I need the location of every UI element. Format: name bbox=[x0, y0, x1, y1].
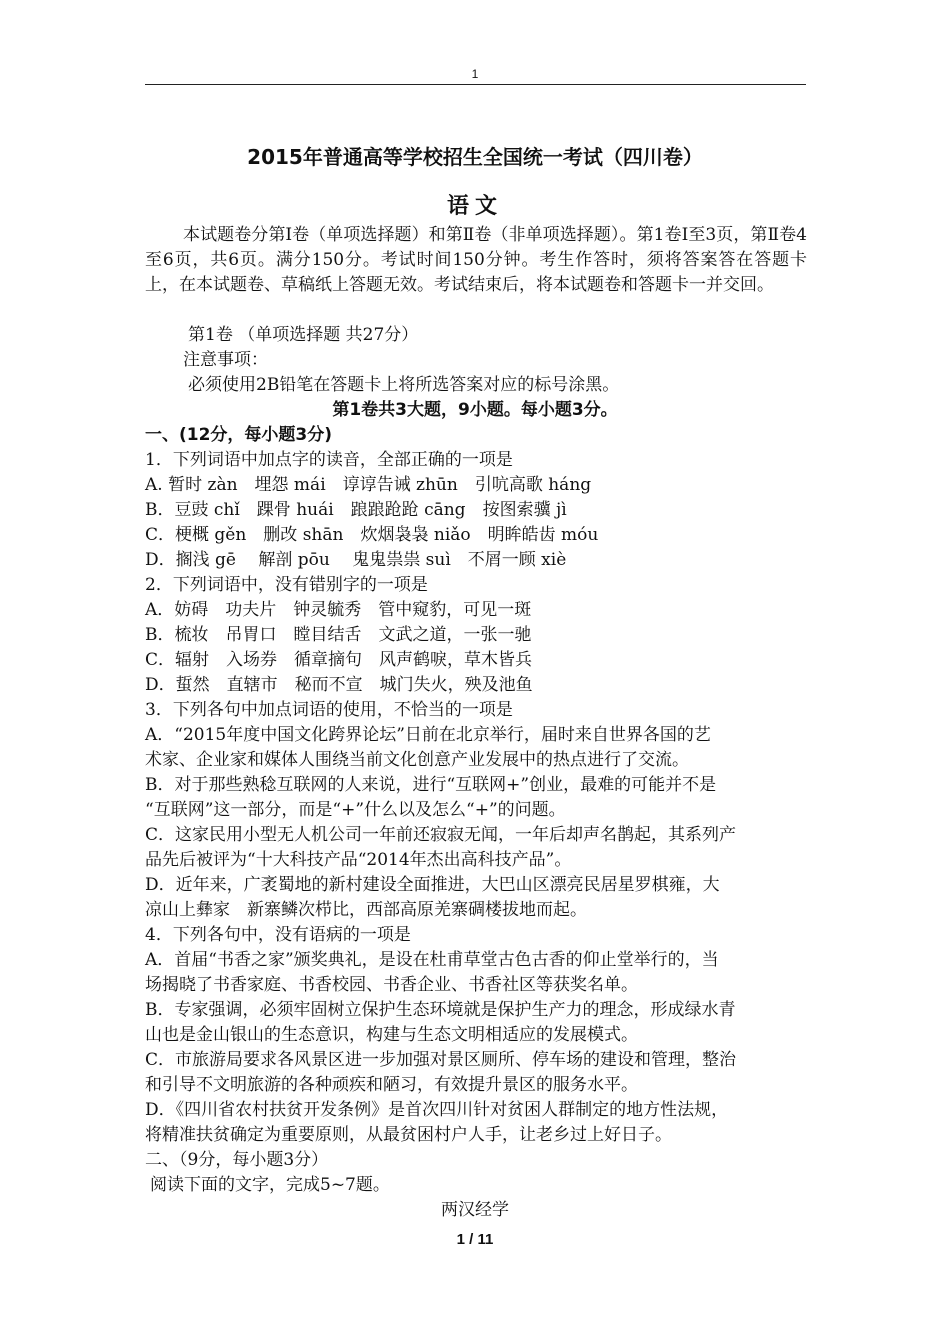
question-2-option-b: B．梳妆 吊胃口 瞠目结舌 文武之道，一张一驰 bbox=[145, 625, 532, 645]
header-divider bbox=[145, 84, 806, 85]
question-4-line: 场揭晓了书香家庭、书香校园、书香企业、书香社区等获奖名单。 bbox=[145, 975, 638, 995]
question-4-line: 和引导不文明旅游的各种顽疾和陋习，有效提升景区的服务水平。 bbox=[145, 1075, 638, 1095]
question-3-line: D．近年来，广袤蜀地的新村建设全面推进，大巴山区漂亮民居星罗棋雍，大 bbox=[145, 875, 720, 895]
passage-title: 两汉经学 bbox=[441, 1200, 509, 1220]
question-4-line: B．专家强调，必须牢固树立保护生态环境就是保护生产力的理念，形成绿水青 bbox=[145, 1000, 736, 1020]
question-1-stem: 1．下列词语中加点字的读音，全部正确的一项是 bbox=[145, 450, 513, 470]
question-4-line: 将精准扶贫确定为重要原则，从最贫困村户人手，让老乡过上好日子。 bbox=[145, 1125, 672, 1145]
question-3-line: 术家、企业家和媒体人围绕当前文化创意产业发展中的热点进行了交流。 bbox=[145, 750, 689, 770]
question-2-stem: 2．下列词语中，没有错别字的一项是 bbox=[145, 575, 428, 595]
question-3-line: “互联网”这一部分，而是“+”什么以及怎么“+”的问题。 bbox=[145, 800, 566, 820]
notice-label: 注意事项： bbox=[183, 350, 268, 370]
header-page-number: 1 bbox=[471, 67, 479, 81]
intro-paragraph: 本试题卷分第Ⅰ卷（单项选择题）和第Ⅱ卷（非单项选择题）。第1卷Ⅰ至3页，第Ⅱ卷4至6页，共6页。满分150分。考试时间150分钟。考生作答时，须将答案答在答题卡上，在本试题卷、草稿纸上答题无效。考试结束后，将本试题卷和答题卡一并交回。 bbox=[145, 225, 807, 295]
question-2-option-a: A．妨碍 功夫片 钟灵毓秀 管中窥豹，可见一斑 bbox=[145, 600, 532, 620]
question-3-line: C．这家民用小型无人机公司一年前还寂寂无闻，一年后却声名鹊起，其系列产 bbox=[145, 825, 737, 845]
question-3-line: A．“2015年度中国文化跨界论坛”日前在北京举行，届时来自世界各国的艺 bbox=[145, 725, 711, 745]
section-summary: 第1卷共3大题，9小题。每小题3分。 bbox=[332, 400, 618, 420]
subject-title: 语文 bbox=[446, 194, 503, 219]
question-1-option-a: A. 暂时 zàn 埋怨 mái 谆谆告诫 zhūn 引吭高歌 háng bbox=[145, 475, 592, 495]
question-1-option-c: C．梗概 gěn 删改 shān 炊烟袅袅 niǎo 明眸皓齿 móu bbox=[145, 525, 599, 545]
question-1-option-b: B．豆豉 chǐ 踝骨 huái 踉踉跄跄 cāng 按图索骥 jì bbox=[145, 500, 567, 520]
exam-title: 2015年普通高等学校招生全国统一考试（四川卷） bbox=[247, 145, 703, 169]
question-3-stem: 3．下列各句中加点词语的使用，不恰当的一项是 bbox=[145, 700, 513, 720]
question-4-line: 山也是金山银山的生态意识，构建与生态文明相适应的发展模式。 bbox=[145, 1025, 638, 1045]
section1-heading: 一、(12分，每小题3分) bbox=[145, 425, 333, 445]
question-4-line: D．《四川省农村扶贫开发条例》是首次四川针对贫困人群制定的地方性法规， bbox=[145, 1100, 729, 1120]
question-3-line: 凉山上彝家 新寨鳞次栉比，西部高原羌寨碉楼拔地而起。 bbox=[145, 900, 587, 920]
part1-heading: 第1卷 （单项选择题 共27分） bbox=[188, 325, 419, 345]
question-3-line: B．对于那些熟稔互联网的人来说，进行“互联网+”创业，最难的可能并不是 bbox=[145, 775, 717, 795]
section2-instruction: 阅读下面的文字，完成5~7题。 bbox=[150, 1175, 390, 1195]
question-4-line: C．市旅游局要求各风景区进一步加强对景区厕所、停车场的建设和管理，整治 bbox=[145, 1050, 737, 1070]
notice-text: 必须使用2B铅笔在答题卡上将所选答案对应的标号涂黑。 bbox=[188, 375, 620, 395]
question-3-line: 品先后被评为“十大科技产品“2014年杰出高科技产品”。 bbox=[145, 850, 572, 870]
question-4-stem: 4．下列各句中，没有语病的一项是 bbox=[145, 925, 411, 945]
question-4-line: A．首届“书香之家”颁奖典礼，是设在杜甫草堂古色古香的仰止堂举行的，当 bbox=[145, 950, 719, 970]
question-1-option-d: D．搁浅 gē 解剖 pōu 鬼鬼祟祟 suì 不屑一顾 xiè bbox=[145, 550, 567, 570]
question-2-option-c: C．辐射 入场券 循章摘句 风声鹤唳，草木皆兵 bbox=[145, 650, 533, 670]
question-2-option-d: D．蜇然 直辖市 秘而不宣 城门失火，殃及池鱼 bbox=[145, 675, 533, 695]
footer-page-label: 1 / 11 bbox=[456, 1231, 494, 1248]
section2-heading: 二、（9分，每小题3分） bbox=[145, 1150, 329, 1170]
